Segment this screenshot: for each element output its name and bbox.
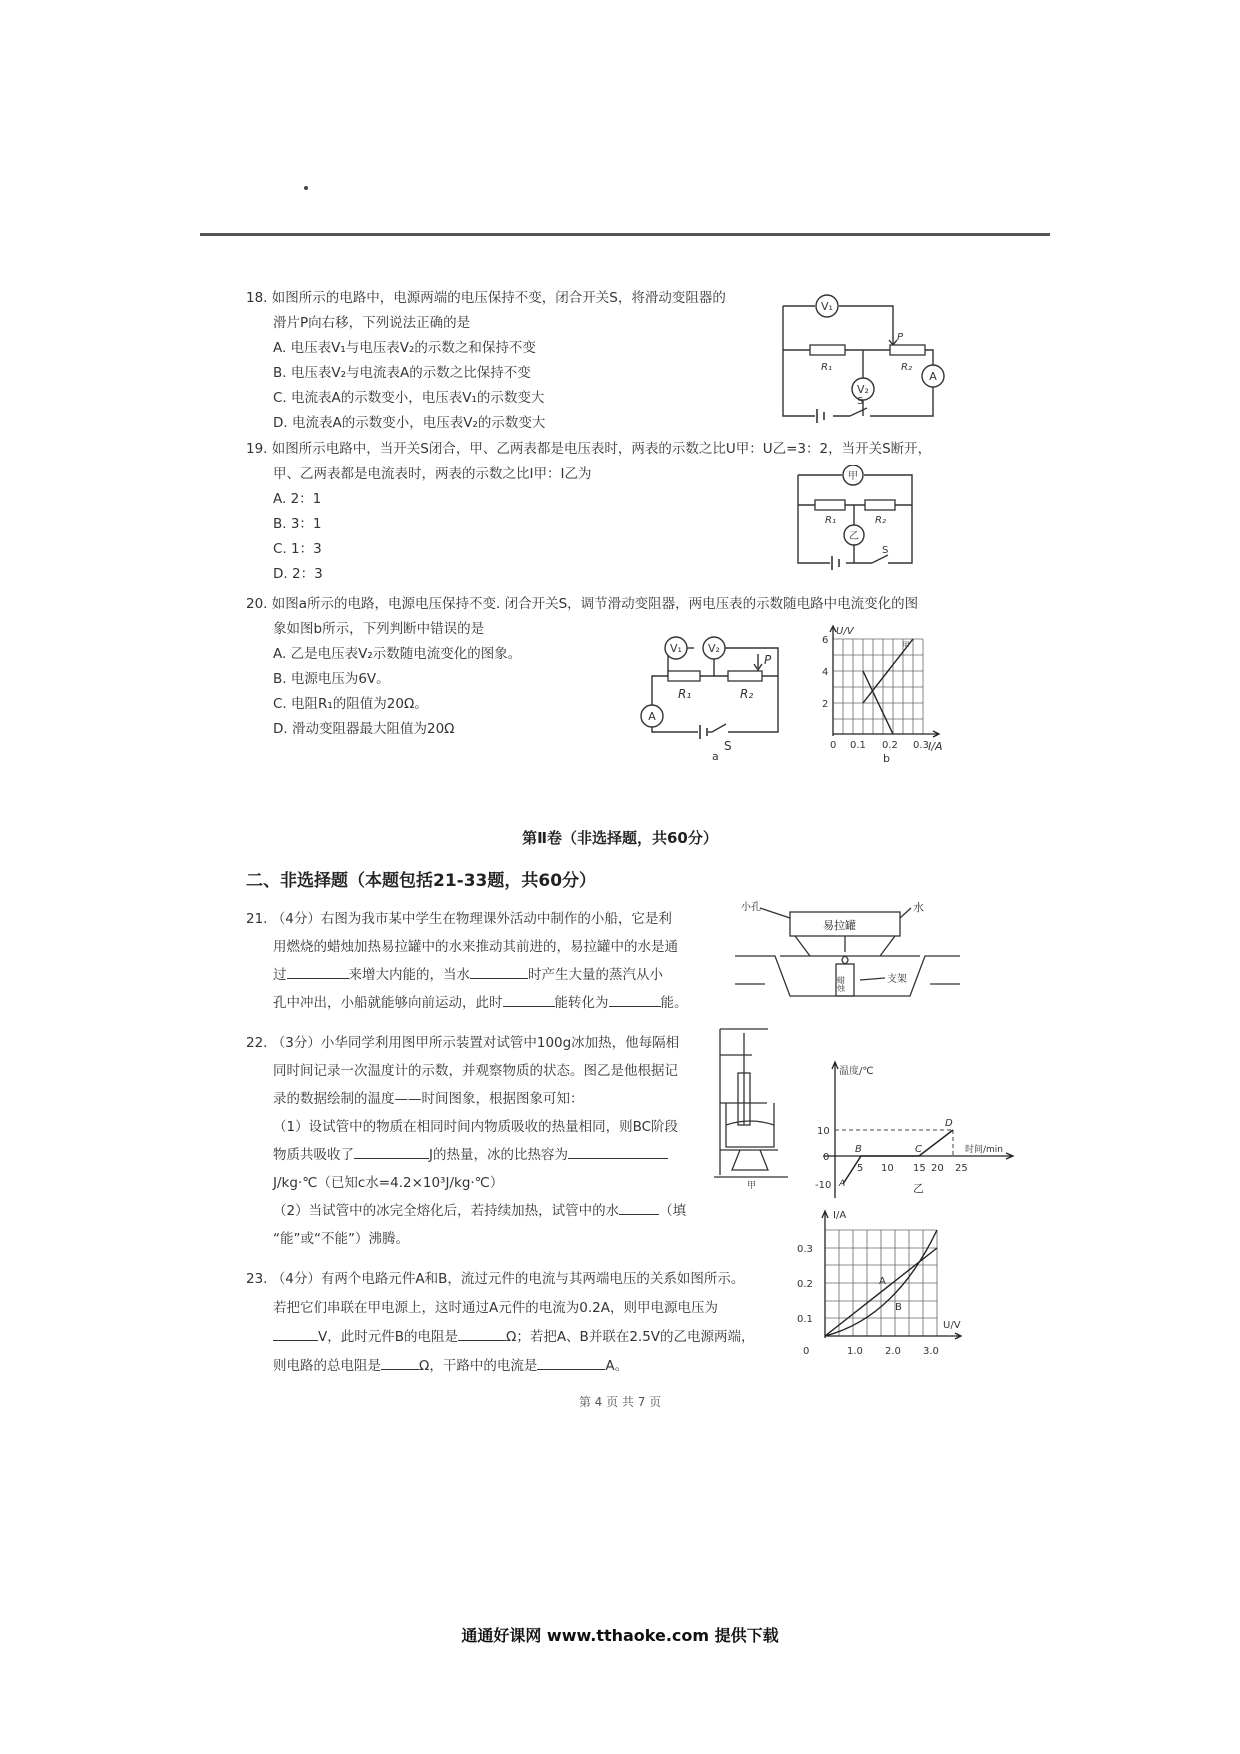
q21-text: 来增大内能的，当水	[348, 967, 470, 983]
section-2-title: 第Ⅱ卷（非选择题，共60分）	[522, 829, 718, 847]
answer-blank[interactable]	[537, 1355, 605, 1370]
answer-blank[interactable]	[354, 1144, 429, 1159]
resistor-r2	[865, 500, 895, 510]
q22-text: （填	[659, 1203, 687, 1219]
page-number: 第 4 页 共 7 页	[578, 1395, 662, 1409]
label-candle: 蜡烛	[836, 976, 846, 992]
meter-yi-label: 乙	[849, 531, 859, 542]
q21-line3	[246, 961, 688, 989]
ammeter-a-label: A	[929, 370, 937, 383]
q23-line2: 若把它们串联在甲电源上，这时通过A元件的电流为0.2A，则甲电源电压为	[273, 1300, 718, 1316]
q23-text: Ω；若把A、B并联在2.5V的乙电源两端，	[506, 1329, 755, 1345]
x-tick: 1.0	[847, 1346, 863, 1357]
q22-line6: J/kg·℃（已知c水=4.2×10³J/kg·℃）	[273, 1175, 504, 1191]
q22-line4: （1）设试管中的物质在相同时间内物质吸收的热量相同，则BC阶段	[273, 1119, 679, 1135]
q20-graph-lines	[863, 639, 913, 734]
x-tick: 5	[857, 1163, 864, 1174]
y-axis-label: I/A	[833, 1210, 847, 1221]
voltmeter-v2-label: V₂	[857, 383, 869, 396]
q18-option-a: A. 电压表V₁与电压表V₂的示数之和保持不变	[273, 340, 536, 356]
q22-line5	[246, 1141, 686, 1169]
curve-b-label: B	[895, 1302, 902, 1313]
line-yi	[863, 671, 893, 734]
resistor-r1	[810, 345, 845, 355]
label-stand: 支架	[887, 974, 907, 985]
q19-option-d: D. 2：3	[273, 566, 323, 582]
q19-option-a: A. 2：1	[273, 491, 322, 507]
q20-option-b: B. 电源电压为6V。	[273, 671, 390, 687]
switch-s-label: S	[857, 396, 864, 407]
question-20	[246, 592, 918, 742]
voltmeter-v1-label: V₁	[821, 300, 833, 313]
x-tick: 20	[931, 1163, 944, 1174]
site-footer: 通通好课网 www.tthaoke.com 提供下载	[461, 1626, 779, 1645]
label-water: 水	[913, 901, 924, 914]
x-tick: 0	[830, 740, 837, 751]
answer-blank[interactable]	[458, 1326, 506, 1341]
point-a-label: A	[839, 1179, 846, 1189]
q23-text: 则电路的总电阻是	[273, 1358, 381, 1374]
x-axis-label: 时间/min	[965, 1145, 1004, 1155]
switch-s-label: S	[882, 545, 889, 556]
q23-text: V，此时元件B的电阻是	[318, 1329, 458, 1345]
q22-text: J的热量，冰的比热容为	[429, 1147, 568, 1163]
x-tick: 0	[803, 1346, 810, 1357]
meter-jia-label: 甲	[848, 471, 858, 482]
q20-option-c: C. 电阻R₁的阻值为20Ω。	[273, 696, 428, 712]
y-tick: 0.1	[797, 1314, 813, 1325]
resistor-r2-label: R₂	[875, 515, 886, 526]
y-tick: 6	[822, 635, 829, 646]
q22-line7	[246, 1197, 686, 1225]
q22-text: 物质共吸收了	[273, 1147, 354, 1163]
label-hole: 小孔	[741, 902, 761, 913]
x-tick: 0.1	[850, 740, 866, 751]
q21-text: 孔中冲出，小船就能够向前运动，此时	[273, 995, 503, 1011]
q21-text: 能。	[660, 995, 688, 1011]
q20-stem-line1: 20. 如图a所示的电路，电源电压保持不变. 闭合开关S，调节滑动变阻器，两电压表的示数随电路中电流变化的图	[246, 596, 919, 612]
answer-blank[interactable]	[273, 1326, 318, 1341]
answer-blank[interactable]	[568, 1144, 668, 1159]
resistor-r1	[815, 500, 845, 510]
q23-text: A。	[605, 1358, 629, 1374]
q22-line8: “能”或“不能”）沸腾。	[273, 1231, 409, 1247]
x-tick: 0.2	[882, 740, 898, 751]
x-axis-label: I/A	[928, 740, 943, 753]
figure-a-caption: a	[712, 750, 719, 761]
x-tick: 3.0	[923, 1346, 939, 1357]
y-tick: 2	[822, 699, 829, 710]
point-b-label: B	[855, 1144, 862, 1155]
figure-jia-caption: 甲	[747, 1181, 757, 1190]
q23-line4	[246, 1352, 755, 1381]
resistor-r1-label: R₁	[678, 687, 692, 701]
q23-graph	[795, 1208, 975, 1366]
temperature-curve	[843, 1130, 953, 1184]
y-tick: -10	[815, 1180, 832, 1191]
x-tick: 10	[881, 1163, 894, 1174]
rheostat-r2-label: R₂	[740, 687, 754, 701]
question-22	[246, 1029, 686, 1253]
answer-blank[interactable]	[381, 1355, 419, 1370]
y-tick: 10	[817, 1126, 830, 1137]
q18-stem-line1: 18. 如图所示的电路中，电源两端的电压保持不变，闭合开关S，将滑动变阻器的	[246, 290, 726, 306]
slider-p-label: P	[764, 653, 772, 667]
q18-circuit-diagram	[775, 288, 950, 433]
q20-graph-grid	[833, 639, 923, 734]
line-jia-label: 甲	[902, 641, 910, 650]
section-2-header: 二、非选择题（本题包括21-33题，共60分）	[246, 871, 597, 891]
rheostat-r2	[728, 671, 762, 681]
q21-text: 能转化为	[554, 995, 609, 1011]
question-23	[246, 1265, 755, 1381]
q21-text: 过	[273, 967, 287, 983]
q18-option-d: D. 电流表A的示数变小，电压表V₂的示数变大	[273, 415, 546, 431]
q21-boat-figure	[735, 896, 960, 1001]
resistor-r1-label: R₁	[821, 362, 832, 373]
q20-circuit-a	[638, 636, 788, 761]
q19-option-c: C. 1：3	[273, 541, 322, 557]
q20-stem-line2: 象如图b所示，下列判断中错误的是	[273, 621, 485, 637]
y-axis-label: U/V	[836, 626, 854, 637]
figure-yi-caption: 乙	[913, 1182, 924, 1195]
q22-graph-yi	[815, 1058, 1020, 1200]
q22-text: （2）当试管中的冰完全熔化后，若持续加热，试管中的水	[273, 1203, 620, 1219]
x-axis-label: U/V	[943, 1320, 961, 1331]
label-can: 易拉罐	[823, 919, 856, 932]
x-tick: 0.3	[913, 740, 929, 751]
header-rule	[200, 233, 1050, 236]
scan-speck	[304, 186, 308, 190]
q18-option-b: B. 电压表V₂与电流表A的示数之比保持不变	[273, 365, 531, 381]
q22-line1: 22. （3分）小华同学利用图甲所示装置对试管中100g冰加热，他每隔相	[246, 1035, 680, 1051]
question-21	[246, 905, 688, 1017]
y-tick: 4	[822, 667, 829, 678]
x-tick: 2.0	[885, 1346, 901, 1357]
answer-blank[interactable]	[470, 964, 528, 979]
y-tick: 0	[823, 1152, 830, 1163]
curve-a-label: A	[879, 1276, 886, 1287]
question-18	[246, 286, 726, 436]
q21-line4	[246, 989, 688, 1017]
x-tick: 15	[913, 1163, 926, 1174]
q19-stem-line1: 19. 如图所示电路中，当开关S闭合，甲、乙两表都是电压表时，两表的示数之比U甲：U乙=3：2，当开关S断开，	[246, 441, 932, 457]
q20-option-a: A. 乙是电压表V₂示数随电流变化的图象。	[273, 646, 522, 662]
q18-stem-line2: 滑片P向右移，下列说法正确的是	[273, 315, 471, 331]
rheostat-r2	[890, 345, 925, 355]
q21-line1: 21. （4分）右图为我市某中学生在物理课外活动中制作的小船，它是利	[246, 911, 672, 927]
y-tick: 0.2	[797, 1279, 813, 1290]
q19-stem-line2: 甲、乙两表都是电流表时，两表的示数之比I甲：I乙为	[273, 466, 592, 482]
y-axis-label: 温度/℃	[839, 1066, 874, 1077]
q23-line1: 23. （4分）有两个电路元件A和B，流过元件的电流与其两端电压的关系如图所示。	[246, 1271, 745, 1287]
point-d-label: D	[945, 1118, 953, 1129]
q21-line2: 用燃烧的蜡烛加热易拉罐中的水来推动其前进的，易拉罐中的水是通	[273, 939, 678, 955]
q23-line3	[246, 1323, 755, 1352]
figure-b-caption: b	[883, 752, 890, 764]
q19-option-b: B. 3：1	[273, 516, 322, 532]
q21-text: 时产生大量的蒸汽从小	[528, 967, 663, 983]
answer-blank[interactable]	[619, 1200, 659, 1215]
switch-s-label: S	[724, 739, 732, 753]
q22-line2: 同时间记录一次温度计的示数，并观察物质的状态。图乙是他根据记	[273, 1063, 678, 1079]
ammeter-a-label: A	[648, 710, 656, 723]
q20-option-d: D. 滑动变阻器最大阻值为20Ω	[273, 721, 455, 737]
rheostat-r2-label: R₂	[901, 362, 912, 373]
y-tick: 0.3	[797, 1244, 813, 1255]
q22-apparatus-jia	[712, 1025, 792, 1190]
point-c-label: C	[915, 1144, 922, 1155]
q18-option-c: C. 电流表A的示数变小，电压表V₁的示数变大	[273, 390, 545, 406]
voltmeter-v1-label: V₁	[670, 642, 682, 655]
resistor-r1	[668, 671, 700, 681]
q23-text: Ω，干路中的电流是	[419, 1358, 538, 1374]
answer-blank[interactable]	[609, 992, 661, 1007]
q19-circuit-diagram	[790, 465, 920, 575]
slider-p-label: P	[897, 332, 904, 343]
q20-graph-b	[820, 624, 945, 764]
answer-blank[interactable]	[503, 992, 555, 1007]
q22-line3: 录的数据绘制的温度——时间图象，根据图象可知：	[273, 1091, 584, 1107]
x-tick: 25	[955, 1163, 968, 1174]
voltmeter-v2-label: V₂	[708, 642, 720, 655]
resistor-r1-label: R₁	[825, 515, 836, 526]
answer-blank[interactable]	[287, 964, 349, 979]
